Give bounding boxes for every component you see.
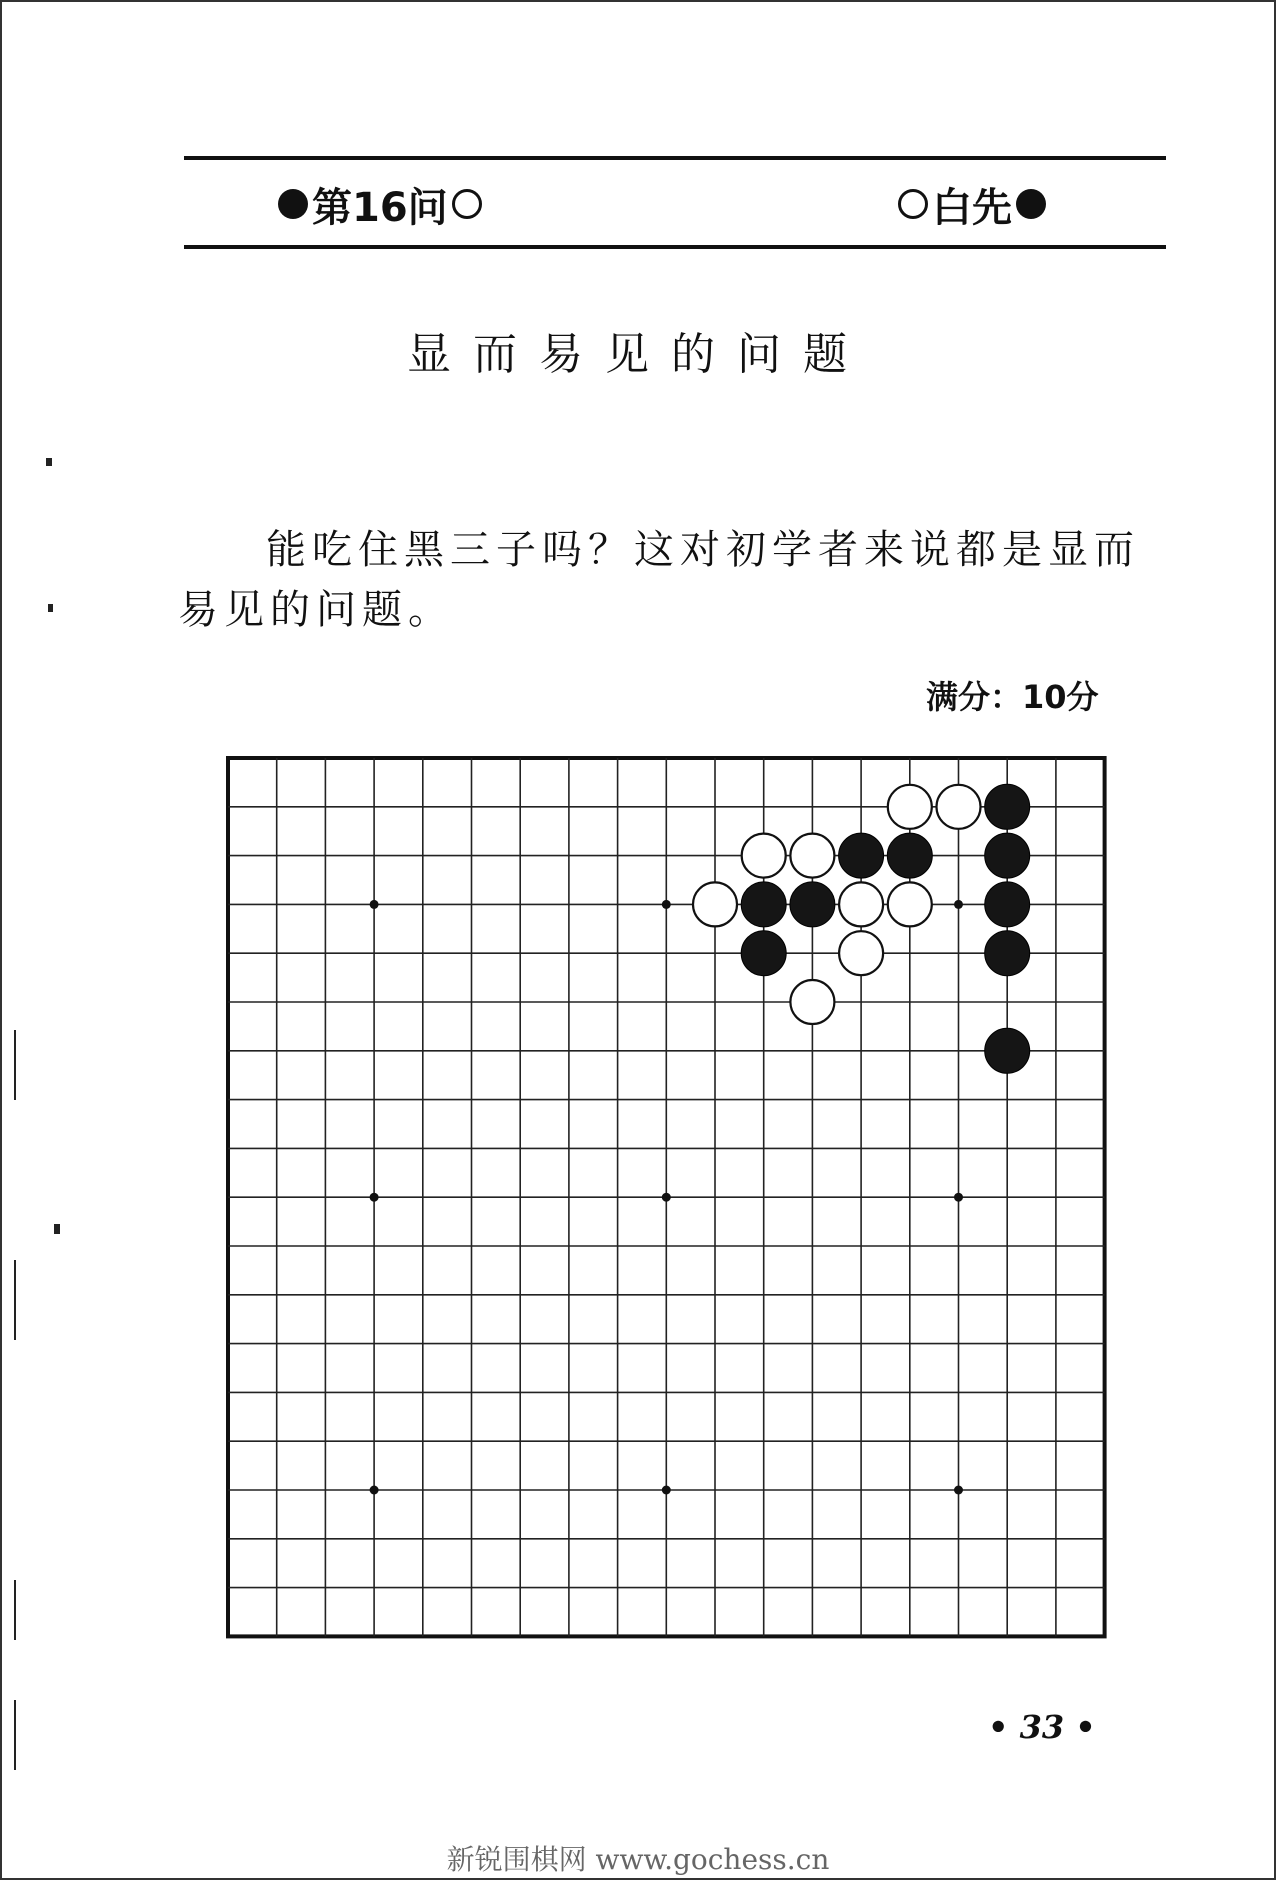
white-stone	[937, 785, 981, 829]
black-dot-icon	[1016, 189, 1046, 219]
black-stone	[790, 882, 835, 927]
white-stone	[790, 980, 834, 1024]
star-point	[370, 1193, 379, 1202]
page-number: • 33 •	[988, 1708, 1096, 1746]
header-rule-bottom	[184, 245, 1166, 249]
star-point	[662, 900, 671, 909]
black-stone	[985, 784, 1030, 829]
black-stone	[741, 931, 786, 976]
star-point	[662, 1486, 671, 1495]
header-rule-top	[184, 156, 1166, 160]
white-stone	[839, 931, 883, 975]
star-point	[954, 900, 963, 909]
side-to-move-header	[898, 176, 1046, 232]
watermark: 新锐围棋网 www.gochess.cn	[446, 1843, 830, 1876]
white-stone	[742, 834, 786, 878]
black-stone	[985, 882, 1030, 927]
black-stone	[839, 833, 884, 878]
scan-speck	[14, 1260, 16, 1340]
black-stone	[985, 931, 1030, 976]
scan-speck	[46, 458, 52, 466]
white-dot-icon	[452, 189, 482, 219]
white-stone	[790, 834, 834, 878]
black-dot-icon	[278, 189, 308, 219]
black-stone	[741, 882, 786, 927]
scan-speck	[14, 1580, 16, 1640]
scan-speck	[48, 604, 53, 612]
white-stone	[888, 785, 932, 829]
score-label: 满分：10分	[926, 678, 1099, 716]
star-point	[370, 1486, 379, 1495]
problem-title: 显而易见的问题	[407, 329, 869, 380]
star-point	[954, 1486, 963, 1495]
star-point	[370, 900, 379, 909]
black-stone	[887, 833, 932, 878]
star-point	[662, 1193, 671, 1202]
black-stone	[985, 1028, 1030, 1073]
white-dot-icon	[898, 189, 928, 219]
black-stone	[985, 833, 1030, 878]
scan-speck	[14, 1030, 16, 1100]
side-to-move: 白先	[932, 184, 1012, 231]
white-stone	[693, 882, 737, 926]
problem-label: 第16问	[312, 184, 448, 231]
scan-speck	[54, 1224, 60, 1234]
white-stone	[888, 882, 932, 926]
go-board	[220, 748, 1110, 1648]
white-stone	[839, 882, 883, 926]
star-point	[954, 1193, 963, 1202]
scan-speck	[14, 1700, 16, 1770]
problem-header	[278, 176, 482, 232]
problem-description: 能吃住黑三子吗？这对初学者来说都是显而易见的问题。	[178, 527, 1140, 633]
